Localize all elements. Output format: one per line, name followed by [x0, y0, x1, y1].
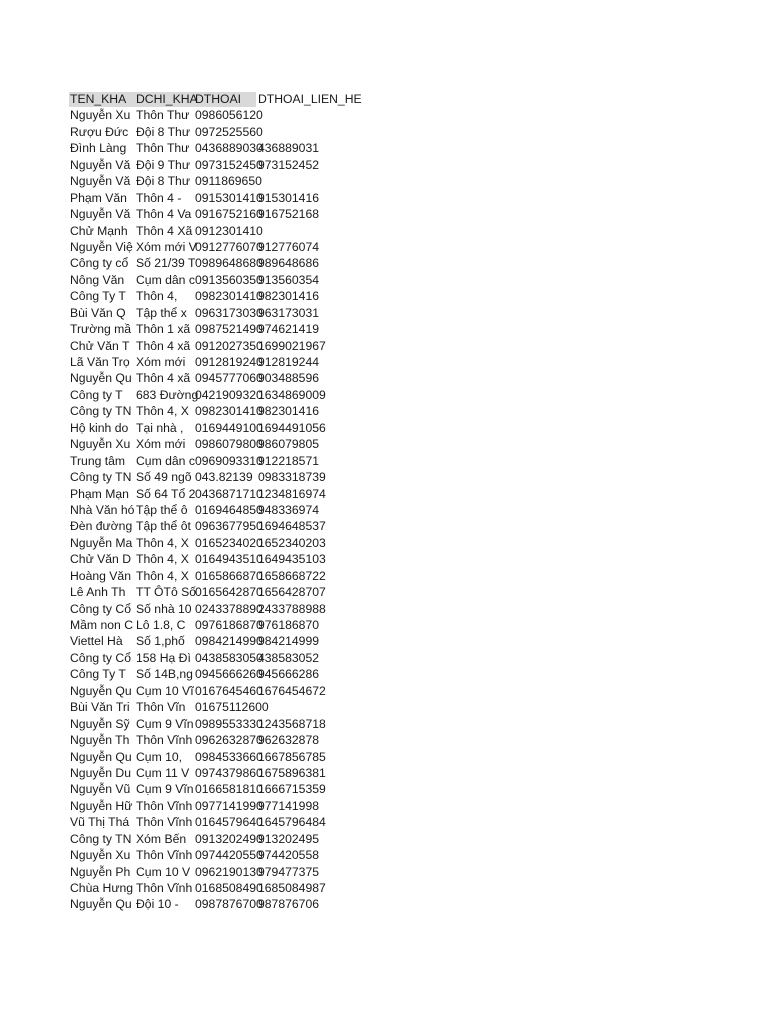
cell-ten-kha[interactable]: Công Ty T — [70, 289, 126, 304]
table-row — [69, 880, 389, 896]
cell-dthoai[interactable]: 0984214990 — [195, 634, 263, 649]
cell-dthoai-lien-he[interactable]: 945666286 — [258, 667, 320, 682]
cell-dchi-kha[interactable]: Thôn Vĩnh — [136, 881, 193, 895]
cell-ten-kha[interactable]: Phạm Văn — [70, 190, 127, 205]
cell-dthoai[interactable]: 0166581810 — [195, 782, 263, 797]
table-row — [69, 732, 389, 748]
cell-ten-kha[interactable]: Bùi Văn Q — [70, 305, 126, 320]
cell-dthoai[interactable]: 0167645460 — [195, 683, 263, 698]
cell-dchi-kha[interactable]: Thôn 1 xã — [136, 322, 191, 337]
cell-dthoai-lien-he[interactable]: 1699021967 — [258, 338, 326, 353]
cell-dthoai-lien-he[interactable]: 962632878 — [258, 733, 320, 748]
cell-ten-kha[interactable]: Chùa Hưng — [70, 881, 134, 895]
cell-dchi-kha[interactable]: Thôn 4 xã — [136, 338, 191, 353]
cell-ten-kha[interactable]: Nguyễn Qu — [70, 371, 132, 386]
cell-dthoai[interactable]: 0974420550 — [195, 848, 263, 863]
table-row — [69, 173, 389, 189]
cell-dthoai[interactable]: 0169464850 — [195, 502, 263, 517]
cell-ten-kha[interactable]: Trung tâm — [70, 453, 126, 468]
table-row — [69, 535, 389, 551]
table-row — [69, 486, 389, 502]
spreadsheet — [69, 91, 389, 913]
cell-dthoai-lien-he[interactable]: 912776074 — [258, 239, 320, 254]
cell-dthoai[interactable]: 0986056120 — [195, 108, 263, 123]
table-row — [69, 617, 389, 633]
cell-dthoai[interactable]: 0963677950 — [195, 519, 263, 534]
cell-dchi-kha[interactable]: Đội 8 Thư — [136, 174, 190, 189]
cell-dchi-kha[interactable]: Cụm 10 Vĩ — [136, 683, 194, 698]
table-row — [69, 124, 389, 140]
cell-ten-kha[interactable]: Nguyễn Qu — [70, 749, 132, 764]
cell-dthoai-lien-he[interactable]: 979477375 — [258, 864, 320, 879]
cell-dchi-kha[interactable]: Cụm 10 V — [136, 864, 191, 879]
table-row — [69, 699, 389, 715]
cell-dthoai-lien-he[interactable]: 916752168 — [258, 207, 320, 222]
cell-dthoai[interactable]: 0989648680 — [195, 256, 263, 271]
cell-ten-kha[interactable]: Nguyễn Ph — [70, 864, 131, 879]
cell-dchi-kha[interactable]: Thôn Thư — [136, 141, 190, 156]
cell-dthoai[interactable]: 0436889030 — [195, 141, 263, 156]
table-row — [69, 749, 389, 765]
table-row — [69, 650, 389, 666]
cell-ten-kha[interactable]: Nhà Văn hó — [70, 502, 134, 517]
cell-dchi-kha[interactable]: Đội 9 Thư — [136, 157, 190, 172]
header-dchi-kha[interactable]: DCHI_KHA — [136, 92, 198, 106]
cell-dchi-kha[interactable]: Tập thể ôt — [136, 519, 191, 534]
cell-ten-kha[interactable]: Nguyễn Ma — [70, 535, 133, 550]
table-row — [69, 370, 389, 386]
cell-dchi-kha[interactable]: Số 64 Tổ 2 — [136, 486, 196, 501]
cell-dchi-kha[interactable]: 683 Đường — [136, 387, 198, 402]
cell-dthoai-lien-he[interactable] — [258, 173, 388, 189]
cell-dchi-kha[interactable]: Xóm mới — [136, 355, 186, 369]
cell-ten-kha[interactable]: Nguyễn Xu — [70, 108, 131, 123]
cell-dthoai[interactable]: 0984533660 — [195, 749, 263, 764]
cell-ten-kha[interactable]: Trường mầ — [70, 322, 132, 337]
cell-dthoai[interactable]: 0945666260 — [195, 667, 263, 682]
cell-dthoai[interactable]: 0913202490 — [195, 831, 263, 846]
cell-dthoai-lien-he[interactable]: 1243568718 — [258, 716, 326, 731]
cell-dthoai-lien-he[interactable]: 973152452 — [258, 157, 320, 172]
cell-dchi-kha[interactable]: Thôn Vĩnh — [136, 815, 193, 830]
table-row — [69, 255, 389, 271]
cell-ten-kha[interactable]: Đình Làng — [70, 141, 127, 156]
cell-ten-kha[interactable]: Hộ kinh do — [70, 420, 129, 435]
cell-ten-kha[interactable]: Nguyễn Vă — [70, 174, 131, 189]
table-row — [69, 896, 389, 912]
cell-dchi-kha[interactable]: Thôn Thư — [136, 108, 190, 123]
cell-dthoai-lien-he[interactable]: 913202495 — [258, 831, 320, 846]
table-row — [69, 239, 389, 255]
cell-dthoai-lien-he[interactable]: 1675896381 — [258, 765, 326, 780]
cell-dthoai-lien-he[interactable] — [258, 699, 388, 715]
cell-dthoai[interactable]: 0164579640 — [195, 815, 263, 830]
cell-dchi-kha[interactable]: Số 14B,ng — [136, 667, 193, 682]
cell-dthoai[interactable]: 0989553330 — [195, 716, 263, 731]
cell-dchi-kha[interactable]: Thôn Vĩnh — [136, 798, 193, 813]
cell-dthoai-lien-he[interactable]: 436889031 — [258, 141, 320, 156]
cell-dthoai-lien-he[interactable]: 913560354 — [258, 272, 320, 287]
cell-dthoai[interactable]: 0969093310 — [195, 453, 263, 468]
table-row — [69, 338, 389, 354]
cell-dthoai-lien-he[interactable]: 982301416 — [258, 289, 320, 304]
cell-dchi-kha[interactable]: Cụm 11 V — [136, 765, 190, 780]
cell-dchi-kha[interactable]: Thôn Vĩn — [136, 700, 186, 715]
cell-dthoai[interactable]: 0164943510 — [195, 552, 263, 567]
cell-dthoai[interactable]: 0243378890 — [195, 601, 263, 616]
cell-dthoai-lien-he[interactable]: 1634869009 — [258, 387, 326, 402]
header-ten-kha[interactable]: TEN_KHA — [70, 92, 127, 106]
cell-ten-kha[interactable]: Công ty T — [70, 387, 123, 402]
table-row — [69, 864, 389, 880]
cell-dthoai-lien-he[interactable] — [258, 124, 388, 140]
cell-dchi-kha[interactable]: Cụm dân c — [136, 272, 195, 287]
table-row — [69, 206, 389, 222]
cell-dthoai-lien-he[interactable]: 1676454672 — [258, 683, 326, 698]
cell-dthoai-lien-he[interactable]: 974621419 — [258, 322, 320, 337]
cell-dthoai-lien-he[interactable]: 915301416 — [258, 190, 320, 205]
cell-dthoai-lien-he[interactable]: 974420558 — [258, 848, 320, 863]
table-row — [69, 288, 389, 304]
table-row — [69, 683, 389, 699]
cell-dthoai[interactable]: 0436871710 — [195, 486, 263, 501]
cell-dchi-kha[interactable]: Thôn 4 Xã — [136, 223, 193, 238]
table-row — [69, 518, 389, 534]
cell-ten-kha[interactable]: Nguyễn Qu — [70, 683, 132, 698]
table-row — [69, 469, 389, 485]
header-dthoai-lien-he[interactable]: DTHOAI_LIEN_HE — [258, 92, 362, 106]
cell-dchi-kha[interactable]: Thôn 4 xã — [136, 371, 191, 386]
cell-dthoai[interactable]: 0962190130 — [195, 864, 263, 879]
cell-dthoai[interactable]: 0912301410 — [195, 223, 263, 238]
cell-dthoai[interactable]: 0438583050 — [195, 650, 263, 665]
cell-dthoai[interactable]: 0913560350 — [195, 272, 263, 287]
cell-dthoai[interactable]: 0915301410 — [195, 190, 263, 205]
cell-dchi-kha[interactable]: Số 49 ngõ — [136, 470, 192, 485]
cell-ten-kha[interactable]: Công ty TN — [70, 831, 132, 846]
cell-dchi-kha[interactable]: Thôn Vĩnh — [136, 848, 193, 863]
cell-dthoai-lien-he[interactable]: 438583052 — [258, 650, 320, 665]
cell-dthoai[interactable]: 0165234020 — [195, 535, 263, 550]
cell-dthoai[interactable]: 0911869650 — [195, 174, 262, 189]
cell-ten-kha[interactable]: Công ty TN — [70, 404, 132, 419]
cell-dthoai-lien-he[interactable]: 948336974 — [258, 502, 320, 517]
cell-ten-kha[interactable]: Lê Anh Th — [70, 585, 126, 600]
table-row — [69, 140, 389, 156]
cell-dchi-kha[interactable]: Thôn 4 Va — [136, 207, 192, 222]
cell-dthoai-lien-he[interactable]: 0983318739 — [258, 470, 326, 485]
cell-dthoai[interactable]: 0977141990 — [195, 798, 263, 813]
table-row — [69, 223, 389, 239]
cell-dthoai[interactable]: 0169449100 — [195, 420, 263, 435]
table-row — [69, 502, 389, 518]
table-row — [69, 403, 389, 419]
cell-ten-kha[interactable]: Công ty TN — [70, 470, 132, 485]
cell-dthoai[interactable]: 0986079800 — [195, 437, 263, 452]
cell-dchi-kha[interactable]: Thôn 4 - — [136, 190, 182, 205]
cell-ten-kha[interactable]: Nông Văn — [70, 272, 125, 287]
cell-dthoai-lien-he[interactable]: 1666715359 — [258, 782, 326, 797]
cell-dthoai[interactable]: 0168508490 — [195, 881, 263, 895]
cell-dthoai-lien-he[interactable]: 976186870 — [258, 618, 320, 632]
cell-ten-kha[interactable]: Nguyễn Qu — [70, 897, 132, 912]
cell-dthoai[interactable]: 0912776070 — [195, 239, 263, 254]
table-row — [69, 781, 389, 797]
cell-dthoai-lien-he[interactable]: 1234816974 — [258, 486, 326, 501]
cell-dchi-kha[interactable]: Xóm Bến — [136, 831, 187, 846]
cell-dthoai[interactable]: 0916752160 — [195, 207, 263, 222]
cell-ten-kha[interactable]: Vũ Thị Thá — [70, 815, 130, 830]
cell-ten-kha[interactable]: Công Ty T — [70, 667, 126, 682]
cell-dthoai-lien-he[interactable]: 984214999 — [258, 634, 320, 649]
cell-dchi-kha[interactable]: Thôn Vĩnh — [136, 733, 193, 748]
cell-ten-kha[interactable]: Nguyễn Hữ — [70, 798, 133, 813]
table-row — [69, 716, 389, 732]
cell-dchi-kha[interactable]: Thôn 4, X — [136, 404, 189, 419]
cell-dthoai[interactable]: 0912027350 — [195, 338, 263, 353]
table-row — [69, 601, 389, 617]
table-row — [69, 568, 389, 584]
table-row — [69, 584, 389, 600]
cell-dchi-kha[interactable]: Thôn 4, X — [136, 552, 189, 567]
cell-dchi-kha[interactable]: Tập thể ô — [136, 502, 188, 517]
cell-dthoai-lien-he[interactable]: 1685084987 — [258, 881, 326, 895]
cell-dthoai[interactable]: 0165642870 — [195, 585, 263, 600]
cell-dthoai-lien-he[interactable]: 912819244 — [258, 355, 320, 369]
table-row — [69, 387, 389, 403]
cell-ten-kha[interactable]: Nguyễn Vă — [70, 157, 131, 172]
cell-dchi-kha[interactable]: Thôn 4, X — [136, 568, 189, 583]
cell-dthoai[interactable]: 0165866870 — [195, 568, 263, 583]
cell-dthoai[interactable]: 0963173030 — [195, 305, 263, 320]
table-row — [69, 666, 389, 682]
cell-dthoai-lien-he[interactable]: 1667856785 — [258, 749, 326, 764]
cell-dthoai[interactable]: 0987876700 — [195, 897, 263, 912]
cell-dchi-kha[interactable]: Xóm mới V — [136, 239, 197, 254]
table-row — [69, 107, 389, 123]
cell-dthoai-lien-he[interactable] — [258, 107, 388, 123]
cell-dthoai-lien-he[interactable]: 963173031 — [258, 305, 320, 320]
cell-dchi-kha[interactable]: Lô 1.8, C — [136, 618, 186, 632]
cell-ten-kha[interactable]: Đèn đường — [70, 519, 133, 534]
table-row — [69, 453, 389, 469]
cell-dthoai-lien-he[interactable]: 1694491056 — [258, 420, 326, 435]
cell-dchi-kha[interactable]: Cụm dân c — [136, 453, 195, 468]
cell-dthoai-lien-he[interactable]: 2433788988 — [258, 601, 326, 616]
cell-dchi-kha[interactable]: TT ÔTô Số — [136, 585, 197, 600]
cell-dchi-kha[interactable]: Tại nhà , — [136, 420, 184, 435]
header-dthoai[interactable]: DTHOAI — [195, 92, 242, 106]
table-row — [69, 321, 389, 337]
table-row — [69, 831, 389, 847]
cell-dchi-kha[interactable]: Thôn 4, — [136, 289, 178, 304]
cell-dchi-kha[interactable]: Cụm 9 Vĩn — [136, 716, 194, 731]
cell-dchi-kha[interactable]: 158 Hạ Đì — [136, 650, 191, 665]
cell-dthoai[interactable]: 0976186870 — [195, 618, 263, 632]
cell-dthoai-lien-he[interactable]: 1658668722 — [258, 568, 326, 583]
cell-dthoai[interactable]: 0982301410 — [195, 404, 263, 419]
cell-dthoai-lien-he[interactable]: 989648686 — [258, 256, 320, 271]
cell-dchi-kha[interactable]: Cụm 10, — [136, 749, 183, 764]
cell-ten-kha[interactable]: Nguyễn Th — [70, 733, 130, 748]
cell-ten-kha[interactable]: Nguyễn Việ — [70, 239, 133, 254]
cell-dthoai-lien-he[interactable]: 1649435103 — [258, 552, 326, 567]
cell-dchi-kha[interactable]: Đội 10 - — [136, 897, 179, 912]
cell-ten-kha[interactable]: Chử Văn D — [70, 552, 131, 567]
cell-dchi-kha[interactable]: Thôn 4, X — [136, 535, 189, 550]
table-row — [69, 420, 389, 436]
cell-dthoai-lien-he[interactable]: 1656428707 — [258, 585, 326, 600]
table-row — [69, 765, 389, 781]
cell-dthoai[interactable]: 0973152450 — [195, 157, 263, 172]
cell-ten-kha[interactable]: Nguyễn Sỹ — [70, 716, 130, 731]
header-row — [69, 91, 389, 107]
table-row — [69, 272, 389, 288]
cell-dthoai[interactable]: 0982301410 — [195, 289, 263, 304]
cell-dthoai-lien-he[interactable]: 1694648537 — [258, 519, 326, 534]
cell-dchi-kha[interactable]: Số nhà 10 — [136, 601, 192, 616]
cell-ten-kha[interactable]: Công ty Cổ — [70, 650, 131, 665]
cell-ten-kha[interactable]: Công ty Cổ — [70, 601, 131, 616]
cell-dthoai-lien-he[interactable]: 903488596 — [258, 371, 320, 386]
cell-ten-kha[interactable]: Nguyễn Du — [70, 765, 131, 780]
cell-ten-kha[interactable]: Rượu Đức — [70, 124, 129, 139]
cell-ten-kha[interactable]: Viettel Hà — [70, 634, 123, 649]
table-body — [69, 107, 389, 912]
cell-dthoai[interactable]: 0987521490 — [195, 322, 263, 337]
cell-ten-kha[interactable]: Chử Văn T — [70, 338, 130, 353]
cell-dchi-kha[interactable]: Tập thể x — [136, 305, 187, 320]
cell-ten-kha[interactable]: Nguyễn Vă — [70, 207, 131, 222]
cell-ten-kha[interactable]: Bùi Văn Tri — [70, 700, 130, 715]
table-row — [69, 157, 389, 173]
cell-ten-kha[interactable]: Nguyễn Xu — [70, 437, 131, 452]
cell-dthoai[interactable]: 0945777060 — [195, 371, 263, 386]
cell-dthoai[interactable]: 0962632870 — [195, 733, 263, 748]
cell-dchi-kha[interactable]: Cụm 9 Vĩn — [136, 782, 194, 797]
cell-dchi-kha[interactable]: Xóm mới — [136, 437, 186, 452]
cell-dthoai[interactable]: 0421909320 — [195, 387, 263, 402]
cell-ten-kha[interactable]: Phạm Mạn — [70, 486, 129, 501]
cell-ten-kha[interactable]: Nguyễn Vũ — [70, 782, 131, 797]
cell-dthoai-lien-he[interactable]: 982301416 — [258, 404, 320, 419]
cell-dthoai-lien-he[interactable]: 1645796484 — [258, 815, 326, 830]
cell-dchi-kha[interactable]: Đội 8 Thư — [136, 124, 190, 139]
cell-dthoai-lien-he[interactable]: 987876706 — [258, 897, 320, 912]
cell-dthoai-lien-he[interactable]: 977141998 — [258, 798, 320, 813]
table-row — [69, 847, 389, 863]
table-row — [69, 798, 389, 814]
cell-dthoai-lien-he[interactable]: 912218571 — [258, 453, 320, 468]
table-row — [69, 551, 389, 567]
cell-dthoai[interactable]: 043.82139 — [195, 470, 253, 485]
cell-ten-kha[interactable]: Nguyễn Xu — [70, 848, 131, 863]
table-row — [69, 633, 389, 649]
cell-ten-kha[interactable]: Lã Văn Trọ — [70, 355, 130, 369]
cell-dthoai[interactable]: 01675112600 — [195, 700, 269, 715]
table-row — [69, 354, 389, 370]
cell-dchi-kha[interactable]: Số 21/39 T — [136, 256, 196, 271]
cell-dchi-kha[interactable]: Số 1,phố — [136, 634, 185, 649]
cell-dthoai-lien-he[interactable]: 1652340203 — [258, 535, 326, 550]
cell-ten-kha[interactable]: Chử Mạnh — [70, 223, 128, 238]
cell-dthoai[interactable]: 0972525560 — [195, 124, 263, 139]
cell-dthoai-lien-he[interactable] — [258, 223, 388, 239]
table-row — [69, 190, 389, 206]
cell-dthoai[interactable]: 0912819240 — [195, 355, 263, 369]
cell-dthoai[interactable]: 0974379860 — [195, 765, 263, 780]
table-row — [69, 814, 389, 830]
table-row — [69, 436, 389, 452]
cell-ten-kha[interactable]: Công ty cổ — [70, 256, 129, 271]
table-row — [69, 305, 389, 321]
cell-ten-kha[interactable]: Hoàng Văn — [70, 568, 131, 583]
cell-ten-kha[interactable]: Mầm non C — [70, 618, 133, 632]
cell-dthoai-lien-he[interactable]: 986079805 — [258, 437, 320, 452]
